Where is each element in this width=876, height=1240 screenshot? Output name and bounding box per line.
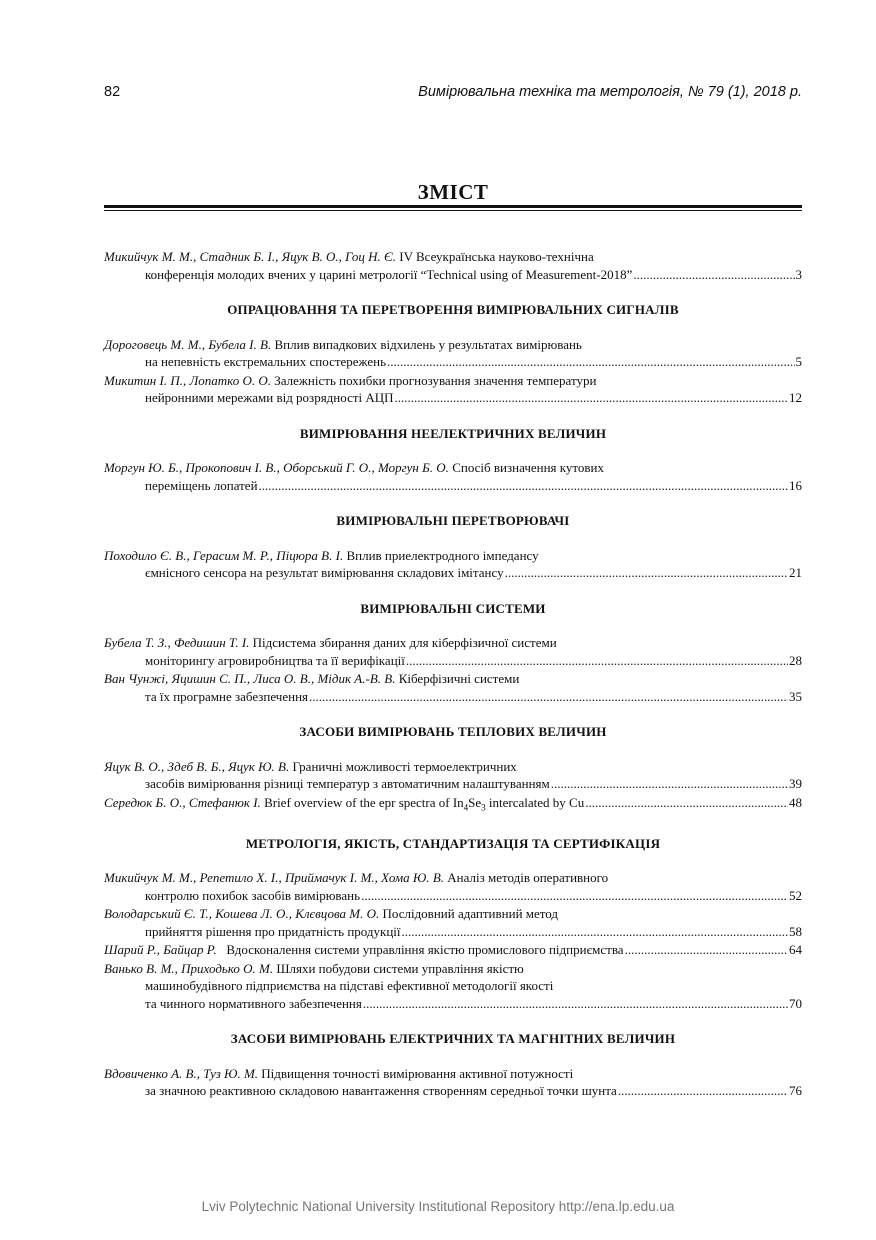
- entry-title: прийняття рішення про придатність продукції: [145, 923, 401, 939]
- dot-leader: [505, 564, 788, 582]
- entry-title: Спосіб визначення кутових: [452, 460, 605, 475]
- section-heading: ВИМІРЮВАЛЬНІ СИСТЕМИ: [360, 600, 546, 616]
- toc-entry: [104, 1065, 802, 1100]
- entry-page[interactable]: 12: [789, 390, 802, 405]
- dot-leader: [633, 266, 794, 284]
- dot-leader: [363, 995, 788, 1013]
- entry-page[interactable]: 76: [789, 1083, 802, 1099]
- entry-title: ємнісного сенсора на результат вимірювання складових імітансу: [145, 565, 504, 580]
- title-rule-thick: [104, 205, 802, 208]
- entry-authors: Володарський Є. Т., Кошева Л. О., Клєвцова М. О.: [104, 906, 380, 922]
- entry-title: контролю похибок засобів вимірювань: [145, 887, 361, 903]
- entry-title: та чинного нормативного забезпечення: [145, 995, 362, 1011]
- page-title: ЗМІСТ: [417, 180, 489, 204]
- toc-entry: [104, 547, 802, 582]
- entry-title: машинобудівного підприємства на підставі ефективної методології якості: [145, 978, 554, 994]
- entry-title: Граничні можливості термоелектричних: [292, 758, 517, 774]
- entry-page[interactable]: 28: [789, 652, 802, 668]
- page-header: [104, 84, 802, 104]
- toc-entry: [104, 758, 802, 793]
- entry-title: за значною реактивною складовою навантаження створенням середньої точки шунта: [145, 1083, 617, 1099]
- toc-entry: [104, 960, 802, 1013]
- entry-title: на непевність екстремальних спостережень: [145, 354, 387, 369]
- toc-entry: [104, 248, 802, 283]
- entry-authors: Микитин І. П., Лопатко О. О.: [104, 372, 272, 388]
- section-heading: ОПРАЦЮВАННЯ ТА ПЕРЕТВОРЕННЯ ВИМІРЮВАЛЬНИХ СИГНАЛІВ: [227, 302, 679, 317]
- section-heading: ЗАСОБИ ВИМІРЮВАНЬ ЕЛЕКТРИЧНИХ ТА МАГНІТНИХ ВЕЛИЧИН: [230, 1031, 676, 1047]
- entry-authors: Моргун Ю. Б., Прокопович І. В., Оборський Г. О., Моргун Б. О.: [104, 460, 449, 475]
- subscript: 4: [463, 802, 469, 813]
- toc-entry: [104, 670, 802, 705]
- entry-authors: Ван Чунжі, Яцишин С. П., Лиса О. В., Мідик А.-В. В.: [104, 671, 396, 686]
- entry-page[interactable]: 52: [789, 887, 802, 903]
- entry-title: Шляхи побудови системи управління якістю: [276, 960, 524, 976]
- table-of-contents: [104, 248, 802, 1101]
- entry-title: Brief overview of the epr spectra of In: [264, 794, 464, 810]
- dot-leader: [402, 923, 788, 941]
- entry-authors: Ванько В. М., Приходько О. М.: [104, 960, 274, 976]
- entry-page[interactable]: 58: [789, 923, 802, 939]
- entry-title: моніторингу агровиробництва та її верифікації: [145, 652, 405, 668]
- entry-page[interactable]: 3: [795, 266, 802, 282]
- toc-entry: [104, 372, 802, 407]
- entry-title: Вплив випадкових відхилень у результатах вимірювань: [274, 336, 582, 352]
- entry-title: Залежність похибки прогнозування значення температури: [274, 372, 597, 388]
- toc-entry: [104, 941, 802, 959]
- entry-title: Підвищення точності вимірювання активної потужності: [261, 1065, 574, 1081]
- section-heading: ВИМІРЮВАЛЬНІ ПЕРЕТВОРЮВАЧІ: [336, 513, 570, 528]
- entry-title: конференція молодих вчених у царині метрології “Technical using of Measurement-2018”: [145, 266, 633, 282]
- entry-authors: Шарий Р., Байцар Р.: [104, 942, 217, 958]
- toc-entry: [104, 634, 802, 669]
- dot-leader: [625, 941, 788, 959]
- entry-page[interactable]: 39: [789, 776, 802, 791]
- entry-title: Вдосконалення системи управління якістю промислового підприємства: [226, 942, 624, 958]
- section-heading: ЗАСОБИ ВИМІРЮВАНЬ ТЕПЛОВИХ ВЕЛИЧИН: [299, 724, 607, 739]
- dot-leader: [585, 794, 788, 812]
- dot-leader: [551, 775, 788, 793]
- entry-page[interactable]: 70: [789, 995, 802, 1011]
- toc-entry: [104, 336, 802, 371]
- entry-authors: Яцук В. О., Здеб В. Б., Яцук Ю. В.: [104, 758, 290, 774]
- dot-leader: [387, 353, 794, 371]
- section-heading: МЕТРОЛОГІЯ, ЯКІСТЬ, СТАНДАРТИЗАЦІЯ ТА СЕРТИФІКАЦІЯ: [245, 835, 661, 851]
- title-rule-thin: [104, 210, 802, 211]
- dot-leader: [618, 1082, 788, 1100]
- dot-leader: [406, 652, 788, 670]
- repository-footer: Lviv Polytechnic National University Institutional Repository http://ena.lp.edu.ua: [201, 1199, 675, 1214]
- page-number: 82: [104, 84, 121, 100]
- toc-entry: [104, 869, 802, 904]
- entry-title: Аналіз методів оперативного: [447, 870, 609, 886]
- entry-page[interactable]: 48: [789, 794, 802, 810]
- entry-title: та їх програмне забезпечення: [145, 688, 309, 704]
- entry-authors: Дороговець М. М., Бубела І. В.: [104, 336, 272, 352]
- entry-page[interactable]: 5: [795, 354, 802, 369]
- journal-title: Вимірювальна техніка та метрологія, № 79 (1), 2018 р.: [418, 84, 802, 100]
- entry-authors: Микийчук М. М., Репетило Х. І., Приймачук І. М., Хома Ю. В.: [104, 870, 445, 886]
- section-heading: ВИМІРЮВАННЯ НЕЕЛЕКТРИЧНИХ ВЕЛИЧИН: [299, 425, 607, 441]
- entry-title: переміщень лопатей: [145, 477, 258, 493]
- entry-page[interactable]: 64: [789, 942, 802, 958]
- entry-title: засобів вимірювання різниці температур з автоматичним налаштуванням: [145, 776, 550, 791]
- dot-leader: [361, 887, 788, 905]
- entry-title: Вплив приелектродного імпедансу: [346, 547, 539, 563]
- entry-authors: Походило Є. В., Герасим М. Р., Піцюра В. І.: [104, 547, 344, 563]
- entry-title: Підсистема збирання даних для кіберфізичної системи: [252, 635, 557, 650]
- subscript: 3: [481, 802, 486, 813]
- toc-entry: [104, 905, 802, 940]
- toc-entry: [104, 459, 802, 494]
- dot-leader: [309, 688, 788, 706]
- entry-authors: Вдовиченко А. В., Туз Ю. М.: [104, 1065, 259, 1081]
- dot-leader: [395, 389, 788, 407]
- entry-title: intercalated by Cu: [485, 794, 585, 810]
- dot-leader: [259, 477, 788, 495]
- entry-authors: Середюк Б. О., Стефанюк І.: [104, 794, 261, 810]
- entry-authors: Бубела Т. З., Федишин Т. І.: [104, 635, 250, 650]
- entry-title: Послідовний адаптивний метод: [382, 906, 559, 922]
- entry-title: Se: [468, 794, 482, 810]
- toc-entry: [104, 794, 802, 817]
- entry-title: нейронними мережами від розрядності АЦП: [145, 390, 394, 405]
- entry-page[interactable]: 16: [789, 477, 802, 493]
- entry-authors: Микийчук М. М., Стадник Б. І., Яцук В. О., Гоц Н. Є.: [104, 249, 396, 264]
- entry-page[interactable]: 21: [789, 565, 802, 580]
- entry-page[interactable]: 35: [789, 688, 802, 704]
- entry-title: Кіберфізичні системи: [398, 671, 520, 686]
- entry-title: IV Всеукраїнська науково-технічна: [399, 249, 594, 264]
